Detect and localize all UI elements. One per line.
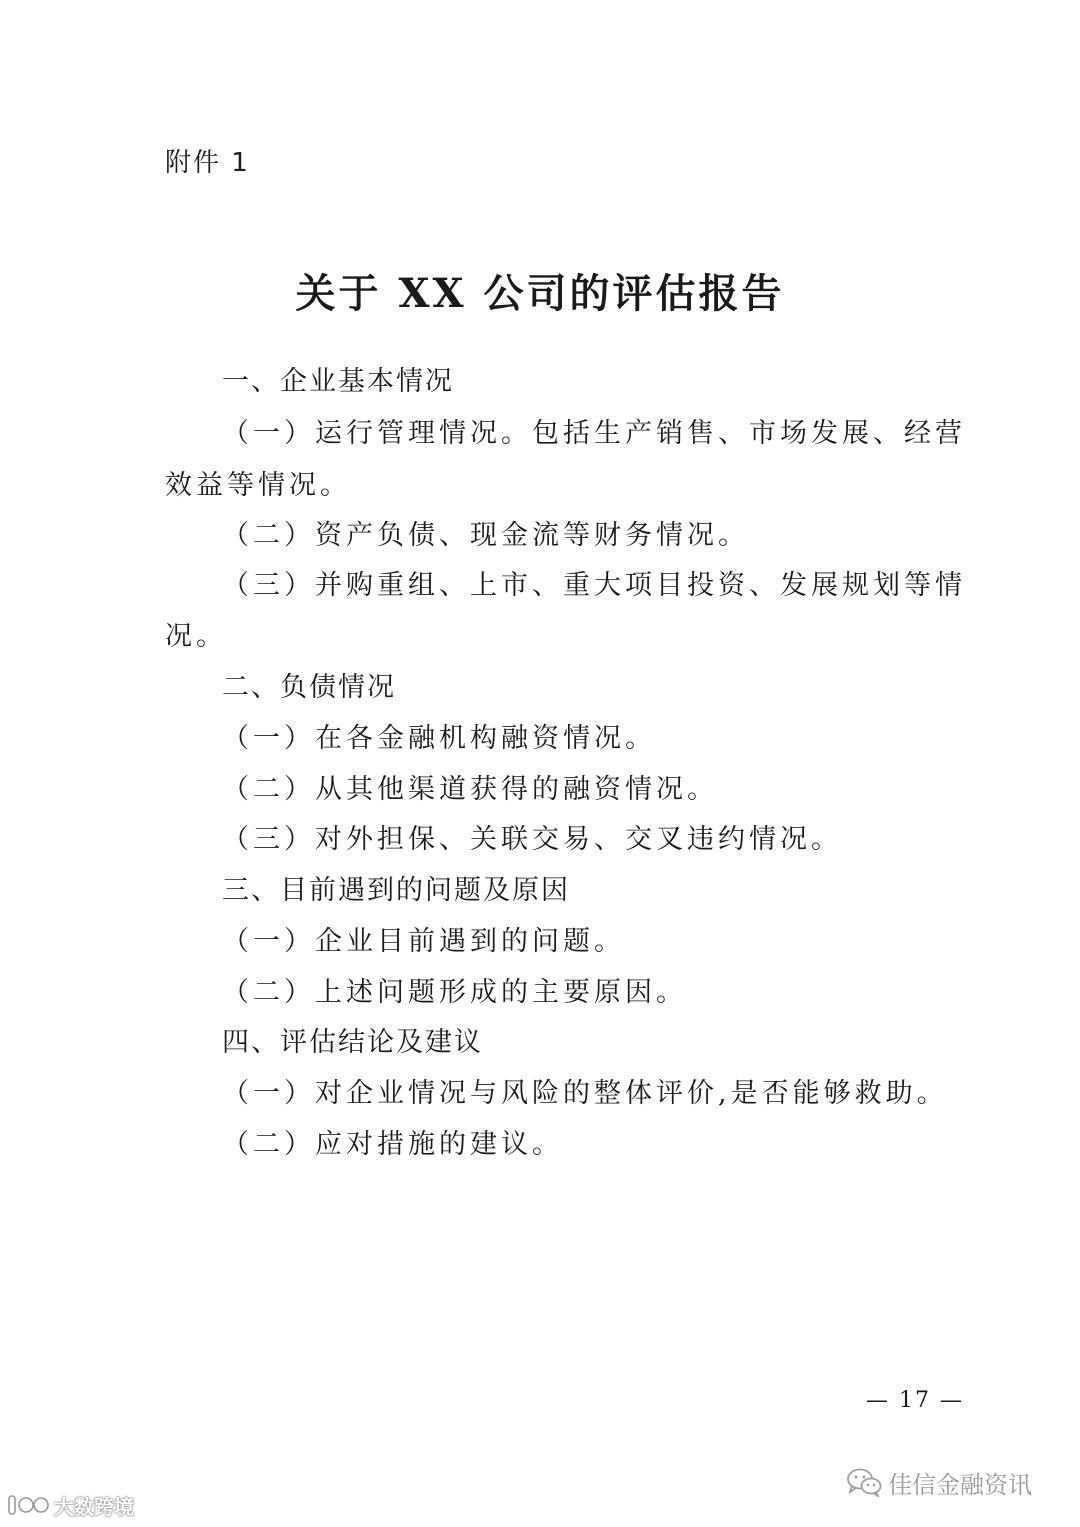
list-item-3-1: （一）企业目前遇到的问题。 [222,926,625,957]
attachment-label: 附件 1 [165,148,250,178]
watermark-wechat [846,1462,1032,1502]
list-item-4-1: （一）对企业情况与风险的整体评价,是否能够救助。 [222,1078,948,1109]
watermark-right-text: 佳信金融资讯 [888,1470,1032,1499]
section-heading-2: 二、负债情况 [222,672,396,703]
section-heading-3: 三、目前遇到的问题及原因 [222,875,570,906]
list-item-1-3: （三）并购重组、上市、重大项目投资、发展规划等情 [222,570,966,601]
list-item-2-2: （二）从其他渠道获得的融资情况。 [222,774,718,805]
wechat-icon [846,1467,882,1497]
section-heading-1: 一、企业基本情况 [222,366,454,397]
list-item-2-1: （一）在各金融机构融资情况。 [222,723,656,754]
page-number: — 17 — [866,1388,964,1413]
document-title: 关于 XX 公司的评估报告 [295,270,785,317]
list-item-2-3: （三）对外担保、关联交易、交叉违约情况。 [222,824,842,855]
section-heading-4: 四、评估结论及建议 [222,1027,483,1058]
list-item-1-1-cont: 效益等情况。 [165,470,351,501]
list-item-4-2: （二）应对措施的建议。 [222,1129,563,1160]
list-item-1-1: （一）运行管理情况。包括生产销售、市场发展、经营 [222,418,966,449]
list-item-1-2: （二）资产负债、现金流等财务情况。 [222,520,749,551]
watermark-left-text: 大数跨境 [54,1494,134,1519]
list-item-1-3-cont: 况。 [165,621,227,652]
watermark-brand [6,1490,134,1520]
logo-icon [6,1493,50,1517]
list-item-3-2: （二）上述问题形成的主要原因。 [222,977,687,1008]
